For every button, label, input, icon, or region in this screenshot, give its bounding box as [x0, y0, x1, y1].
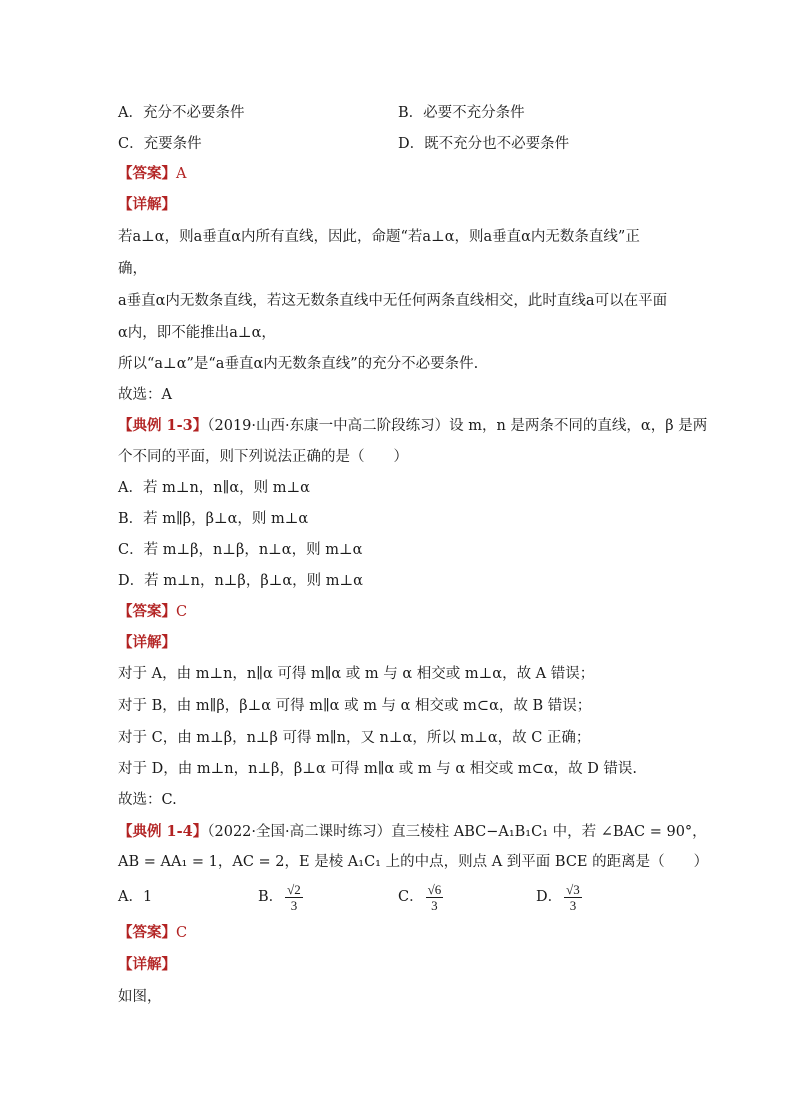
detail-line-1: 若a⊥α，则a垂直α内所有直线，因此，命题“若a⊥α，则a垂直α内无数条直线”正 — [118, 229, 640, 245]
answer-label: 【答案】 — [118, 603, 176, 620]
option-b-fraction: $\frac{√2}{3}$ — [287, 881, 301, 913]
detail-line-5: 所以“a⊥α”是“a垂直α内无数条直线”的充分不必要条件. — [118, 356, 479, 372]
detail-line-4: α内，即不能推出a⊥α， — [118, 325, 276, 341]
choice-line: 故选：C. — [118, 792, 177, 808]
option-b-label: B． — [258, 889, 284, 905]
option-c-denominator: 3 — [431, 897, 438, 913]
answer-line — [118, 602, 187, 622]
question-option-d: D．若 m⊥n，n⊥β，β⊥α，则 m⊥α — [118, 573, 363, 589]
option-a: A．充分不必要条件 — [118, 105, 245, 121]
question-text: （2022·全国·高二课时练习）直三棱柱 ABC−A₁B₁C₁ 中，若 ∠BAC = 90°， — [207, 824, 707, 840]
detail-line-2: 对于 B，由 m∥β，β⊥α 可得 m∥α 或 m 与 α 相交或 m⊂α，故 B 错误； — [118, 698, 592, 714]
detail-label: 【详解】 — [118, 196, 176, 213]
detail-line-1: 对于 A，由 m⊥n，n∥α 可得 m∥α 或 m 与 α 相交或 m⊥α，故 A 错误； — [118, 666, 595, 682]
answer-value: C — [176, 925, 188, 941]
option-d-fraction: $\frac{√3}{3}$ — [566, 881, 580, 913]
answer-label: 【答案】 — [118, 165, 176, 182]
question-option-b — [258, 878, 303, 916]
option-b-radicand: 2 — [294, 881, 301, 897]
option-d-radicand: 3 — [573, 881, 580, 897]
answer-line — [118, 164, 186, 184]
detail-label: 【详解】 — [118, 634, 176, 651]
option-d-label: D． — [536, 889, 563, 905]
option-c-radicand: 6 — [434, 881, 442, 897]
detail-line-2: 确， — [118, 261, 147, 277]
question-tag: 【典例 1-4】 — [118, 823, 208, 840]
question-title — [118, 822, 707, 842]
question-title-line2: AB = AA₁ = 1，AC = 2，E 是棱 A₁C₁ 上的中点，则点 A 到平面 BCE 的距离是（ ） — [118, 854, 709, 870]
question-text: （2019·山西·东康一中高二阶段练习）设 m，n 是两条不同的直线，α，β 是两 — [207, 418, 708, 434]
option-c-label: C． — [398, 889, 424, 905]
option-b: B．必要不充分条件 — [398, 105, 525, 121]
detail-line-3: a垂直α内无数条直线，若这无数条直线中无任何两条直线相交，此时直线a可以在平面 — [118, 293, 668, 309]
question-title-line2: 个不同的平面，则下列说法正确的是（ ） — [118, 449, 408, 465]
option-d: D．既不充分也不必要条件 — [398, 136, 570, 152]
question-tag: 【典例 1-3】 — [118, 417, 208, 434]
option-c: C．充要条件 — [118, 136, 202, 152]
detail-line-3: 对于 C，由 m⊥β，n⊥β 可得 m∥n，又 n⊥α，所以 m⊥α，故 C 正确； — [118, 730, 591, 746]
question-option-b: B．若 m∥β，β⊥α，则 m⊥α — [118, 511, 309, 527]
question-option-d — [536, 878, 582, 916]
option-b-denominator: 3 — [290, 897, 298, 913]
question-title — [118, 416, 707, 436]
answer-value: A — [176, 166, 187, 182]
question-option-c: C．若 m⊥β，n⊥β，n⊥α，则 m⊥α — [118, 542, 363, 558]
answer-label: 【答案】 — [118, 924, 176, 941]
question-option-a: A．1 — [118, 889, 153, 905]
detail-line-4: 对于 D，由 m⊥n，n⊥β，β⊥α 可得 m∥α 或 m 与 α 相交或 m⊂α，故 D 错误. — [118, 761, 638, 777]
option-d-denominator: 3 — [569, 897, 577, 913]
question-option-c — [398, 878, 443, 916]
answer-line — [118, 923, 187, 943]
detail-label: 【详解】 — [118, 956, 176, 973]
answer-value: C — [176, 604, 188, 620]
option-c-fraction: $\frac{√6}{3}$ — [427, 881, 442, 913]
detail-line-1: 如图， — [118, 989, 162, 1005]
question-option-a: A．若 m⊥n，n∥α，则 m⊥α — [118, 480, 310, 496]
choice-line: 故选：A — [118, 387, 172, 403]
